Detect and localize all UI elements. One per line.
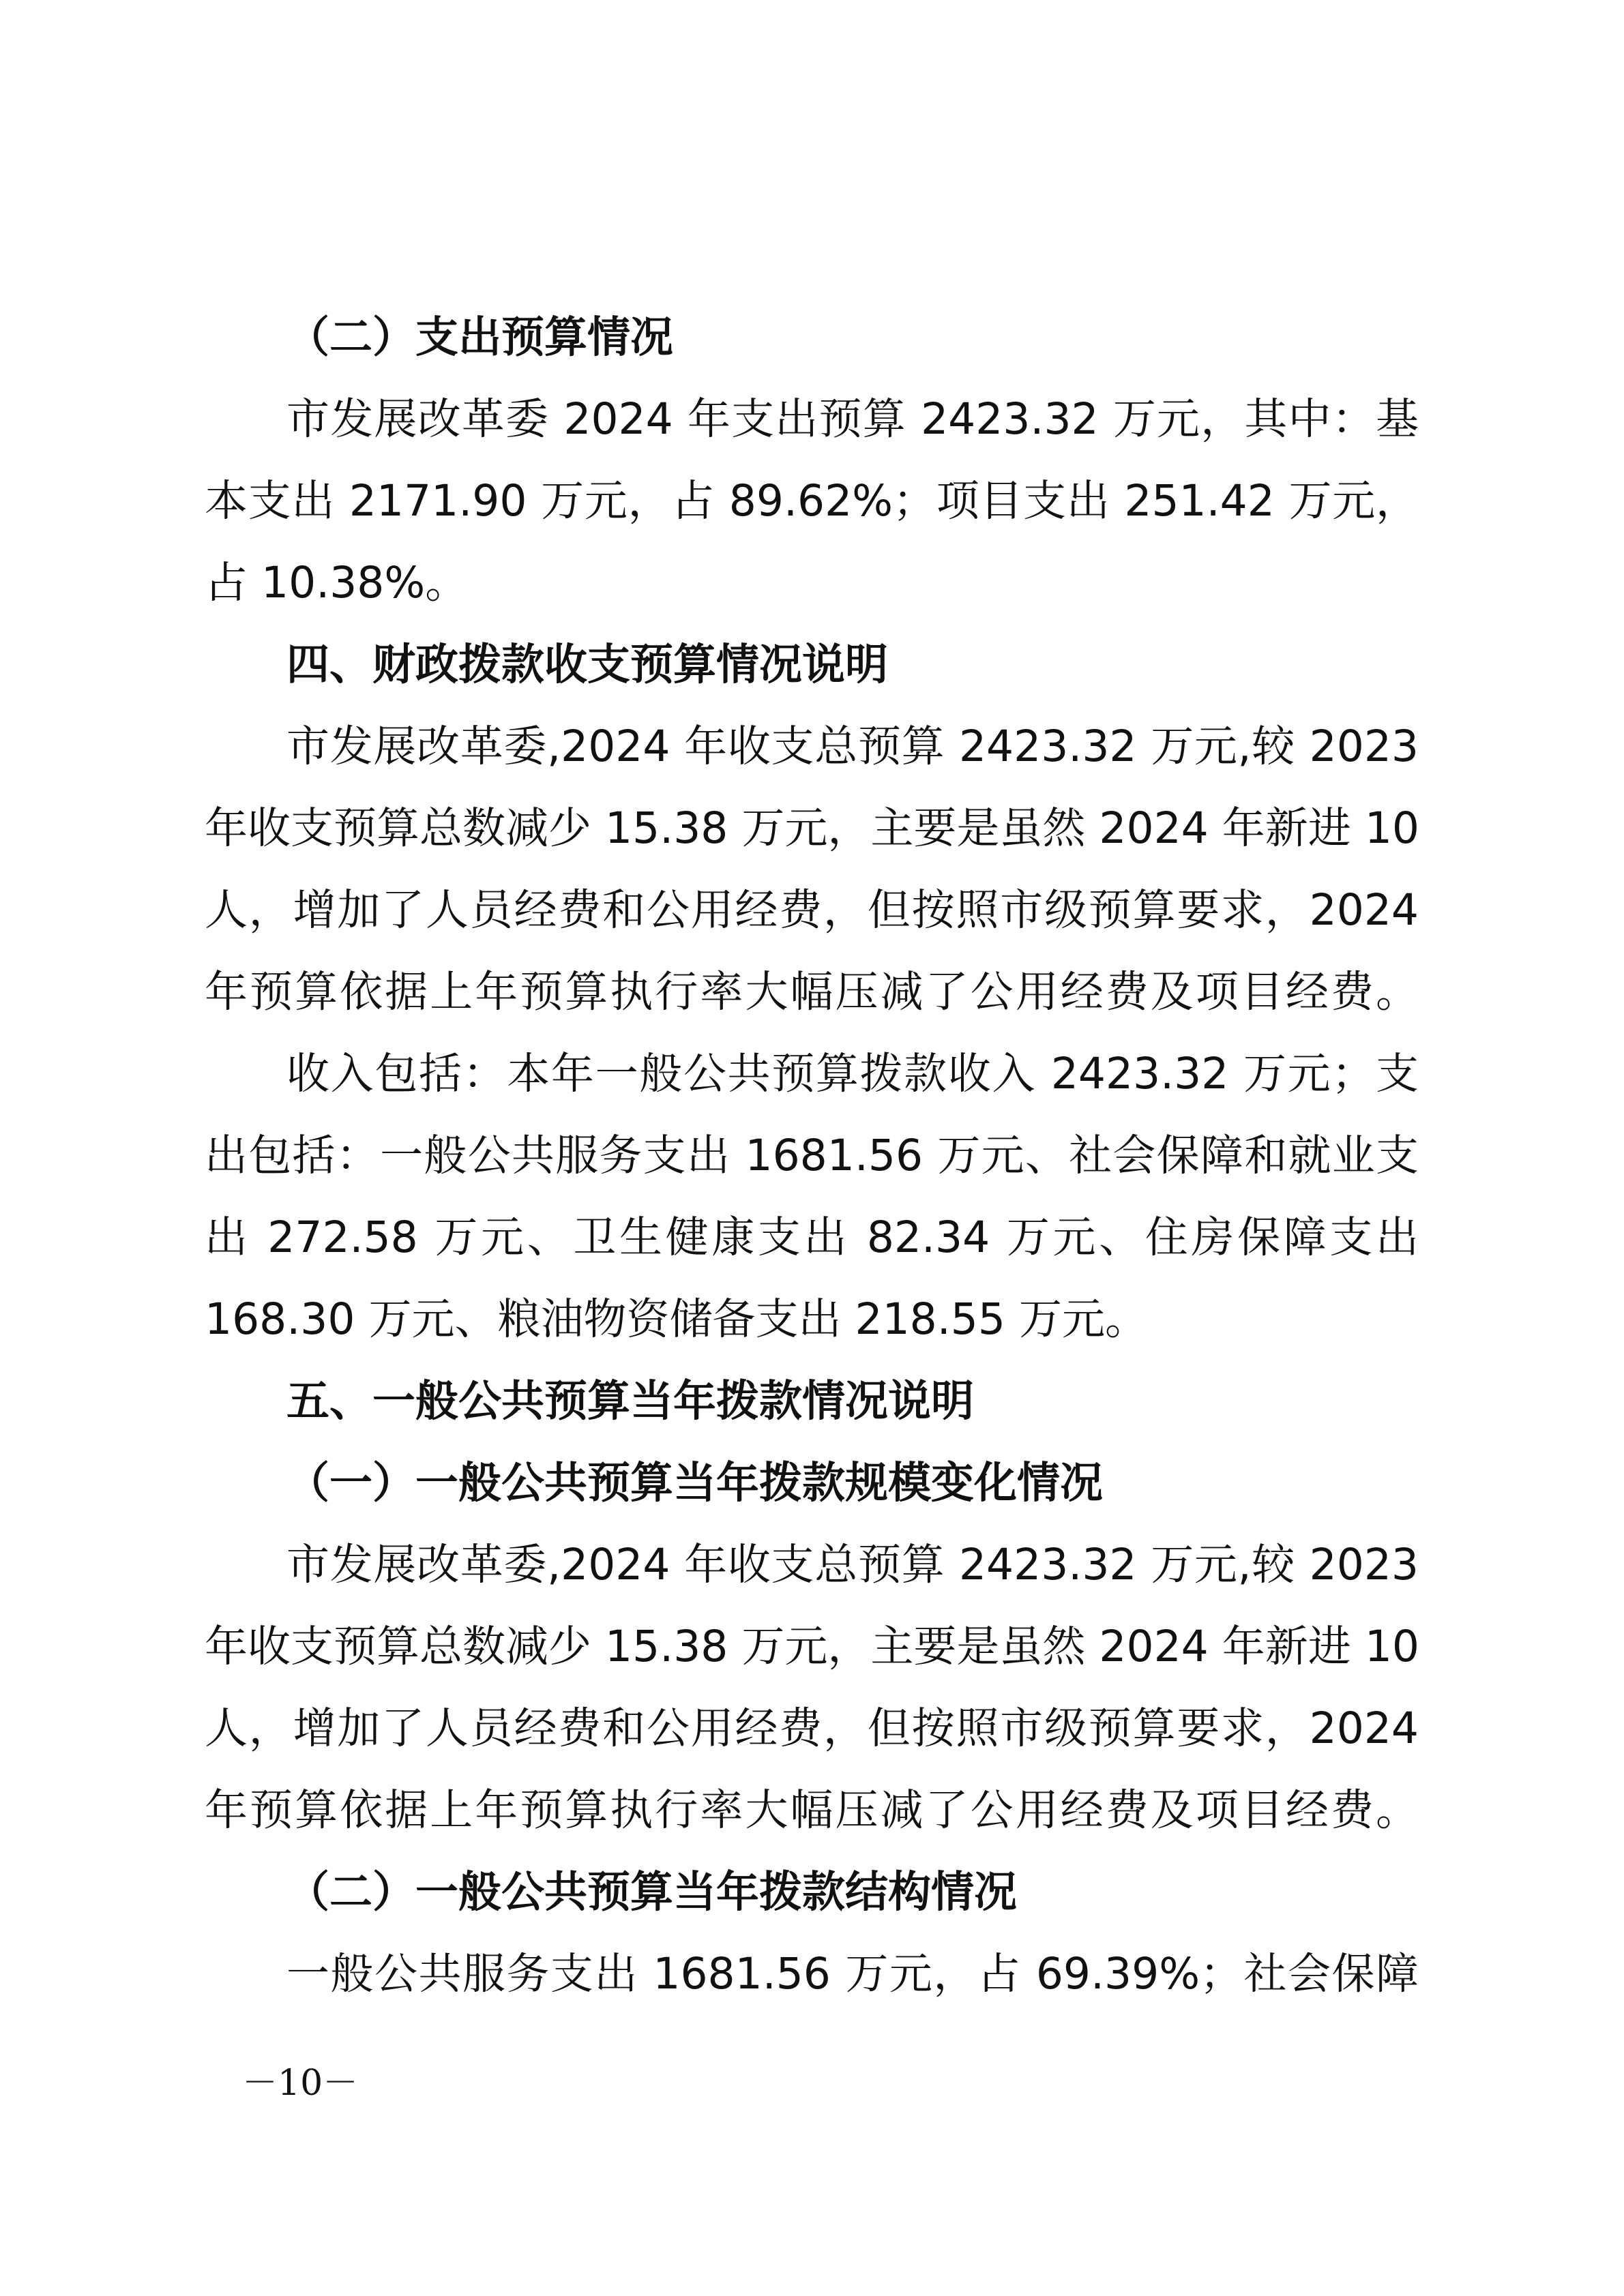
paragraph-line: 占 10.38%。 bbox=[205, 558, 469, 608]
paragraph-line: 一般公共服务支出 1681.56 万元，占 69.39%；社会保障 bbox=[286, 1949, 1419, 1999]
paragraph-line: 人，增加了人员经费和公用经费，但按照市级预算要求，2024 bbox=[205, 1703, 1419, 1753]
paragraph-line: 年收支预算总数减少 15.38 万元，主要是虽然 2024 年新进 10 bbox=[205, 1622, 1419, 1671]
paragraph-line: 年预算依据上年预算执行率大幅压减了公用经费及项目经费。 bbox=[205, 1785, 1419, 1835]
paragraph-line: 年预算依据上年预算执行率大幅压减了公用经费及项目经费。 bbox=[205, 967, 1419, 1017]
page-number: －10－ bbox=[242, 2063, 359, 2104]
paragraph-line: 年收支预算总数减少 15.38 万元，主要是虽然 2024 年新进 10 bbox=[205, 803, 1419, 853]
paragraph-line: 市发展改革委,2024 年收支总预算 2423.32 万元,较 2023 bbox=[286, 721, 1419, 771]
paragraph-line: 收入包括：本年一般公共预算拨款收入 2423.32 万元；支 bbox=[286, 1049, 1419, 1099]
paragraph-line: 出 272.58 万元、卫生健康支出 82.34 万元、住房保障支出 bbox=[205, 1212, 1419, 1262]
paragraph-line: 人，增加了人员经费和公用经费，但按照市级预算要求，2024 bbox=[205, 885, 1419, 935]
paragraph-line: 市发展改革委 2024 年支出预算 2423.32 万元，其中：基 bbox=[286, 394, 1419, 444]
paragraph-line: 出包括：一般公共服务支出 1681.56 万元、社会保障和就业支 bbox=[205, 1131, 1419, 1180]
subheading-structure: （二）一般公共预算当年拨款结构情况 bbox=[286, 1867, 1017, 1917]
paragraph-line: 市发展改革委,2024 年收支总预算 2423.32 万元,较 2023 bbox=[286, 1540, 1419, 1590]
section-heading-5: 五、一般公共预算当年拨款情况说明 bbox=[286, 1376, 974, 1426]
subheading-scale-change: （一）一般公共预算当年拨款规模变化情况 bbox=[286, 1458, 1103, 1508]
section-heading-4: 四、财政拨款收支预算情况说明 bbox=[286, 640, 888, 689]
paragraph-line: 本支出 2171.90 万元，占 89.62%；项目支出 251.42 万元， bbox=[205, 476, 1419, 526]
heading-expenditure-budget: （二）支出预算情况 bbox=[286, 312, 673, 362]
paragraph-line: 168.30 万元、粮油物资储备支出 218.55 万元。 bbox=[205, 1294, 1148, 1344]
